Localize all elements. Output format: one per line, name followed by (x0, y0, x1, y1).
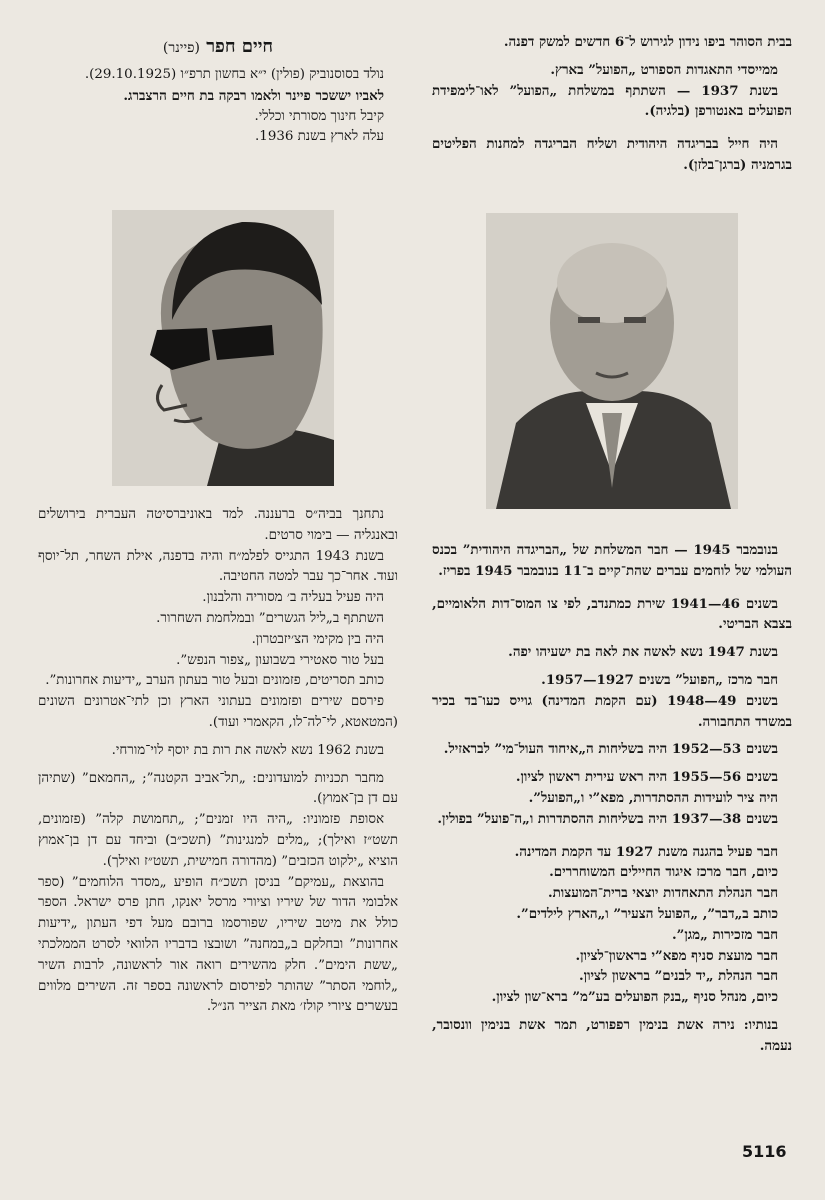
paragraph: היה פעיל בעליה ב׳ מסוריה והלבנון. (202, 590, 384, 606)
paragraph: ממייסדי התאגדות הספורט „הפועל” בארץ. (550, 61, 778, 78)
paragraph: אסופת פזמוניו: „היה היו זמנים”; „תחמושת קלה” (פזמונים, תשט״ז ואילך); „מלים למנגינות” (תשכ״ב) וביחד עם דן בן־אמוץ הוציא „ילקוט הכזבים” (מהדורה חמישית, תשט״ז ואילך). (38, 812, 398, 869)
person-name: חיים חפר (206, 36, 274, 57)
paragraph: בשנים 49—1948 (עם הקמת המדינה) גוייס כעו־בד בכיר במשרד התחבורה. (432, 692, 792, 730)
paragraph: בשנים 53—1952 היה בשליחות ה„איחוד העול־מי” לבראזיל. (443, 741, 778, 758)
right-column-bio (432, 540, 792, 1057)
former-name: (פיינר) (162, 40, 200, 56)
paragraph: חבר מועצת סניף מפא”י בראשון־לציון. (575, 947, 778, 964)
portrait-photo-right (486, 213, 738, 509)
paragraph: קיבל חינוך מסורתי וכללי. (254, 108, 384, 124)
paragraph: כותב ב„דבר”, „הפועל הצעיר” ו„הארץ לילדים”. (516, 905, 778, 922)
paragraph: חבר מרכז „הפועל” בשנים 1927—1957. (541, 671, 778, 688)
paragraph: היה בין מקימי הצ׳יזבטרון. (251, 631, 384, 647)
paragraph: בשנים 56—1955 היה ראש עירית ראשון לציון. (515, 769, 778, 786)
paragraph: כיום, מנהל סניף „בנק הפועלים בע”מ” ברא־שון לציון. (491, 989, 778, 1006)
paragraph: בשנים 46—1941 שירת כמתנדב, לפי צו המוס־דות הלאומיים, בצבא הבריטי. (432, 595, 792, 633)
left-column-bio (38, 505, 398, 1018)
portrait-photo-left (112, 210, 334, 486)
paragraph: היה ציר לועידות ההסתדרות, מפא”י ו„הפועל”. (528, 789, 778, 806)
paragraph: פירסם שירים ופזמונים בעתוני הארץ וכן לתי־אטרונים השונים (המטאטא, לי־לה־לו, הקאמרי ועוד). (38, 694, 398, 730)
paragraph: חבר הנהלת התאחדות יוצאי ברית־המועצות. (547, 885, 778, 902)
man-in-sunglasses-portrait-icon (112, 210, 334, 486)
paragraph: בבית הסוהר ביפו נידון לגירוש ל־6 חדשים למשק דפנה. (503, 34, 792, 50)
paragraph: כיום, חבר מרכז איגוד החיילים המשוחררים. (549, 864, 778, 881)
paragraph: חבר מזכירות „מגן”. (671, 926, 778, 943)
paragraph: בשנת 1943 התגייס לפלמ״ח והיה בדפנה, אילת השחר, תל־יוסף ועוד. אחר־כך עבר למטה החטיבה. (38, 548, 398, 585)
right-column (432, 32, 792, 176)
paragraph: בשנת 1947 נשא לאשה את לאה בת ישעיהו יפה. (508, 644, 778, 661)
left-column (38, 34, 398, 148)
paragraph: בנובמבר 1945 — חבר המשלחת של „הבריגדה היהודית” בכנס העולמי של לוחמים עברים שהת־קיים ב־11 בנובמבר 1945 בפריז. (432, 542, 792, 579)
paragraph: נולד בסוסנוביק (פולין) י״א בחשון תרפ״ו (29.10.1925). (84, 67, 384, 82)
entry-title (38, 34, 398, 61)
paragraph: חבר הנהלת „יד לבנים” בראשון לציון. (579, 968, 778, 985)
paragraph: בשנת 1937 — השתתף במשלחת „הפועל” לאו־לימפידת הפועלים באנטורפן (בלגיה). (432, 82, 792, 120)
paragraph: חבר פעיל בהגנה משנת 1927 עד הקמת המדינה. (514, 843, 778, 860)
paragraph: בעל טור סאטירי בשבועון „צפור הנפש”. (176, 652, 384, 668)
paragraph: בשנים 38—1937 היה בשליחות ההסתדרות ו„ה־פועל” בפולין. (437, 810, 778, 827)
paragraph: לאביו יששכר פיינר ולאמו רבקה בת חיים הרצברג. (123, 87, 384, 104)
man-in-suit-portrait-icon (486, 213, 738, 509)
paragraph: נתחנך בביה״ס ברעננה. למד באוניברסיטה העברית בירושלים ובאנגליה — בימוי סרטים. (38, 507, 398, 543)
paragraph: היה חייל בבריגדה היהודית ושליח הבריגדה למחנות הפליטים בגרמניה (ברגן־בלזן). (432, 136, 792, 173)
page-number: 5116 (742, 1142, 787, 1161)
paragraph: כותב תסריטים, פזמונים ובעל טור בעתון הערב „ידיעות אחרונות”. (45, 673, 384, 689)
paragraph: השתתף ב„ליל הגשרים” ובמלחמת השחרור. (156, 610, 384, 626)
paragraph: עלה לארץ בשנת 1936. (255, 129, 384, 145)
paragraph: בשנת 1962 נשא לאשה את רות בת יוסף לוי־מורחי. (111, 742, 384, 758)
paragraph: בהוצאת „עמיקם” בניסן תשכ״ח הופיע „מסדר הלוחמים” (ספר אלבומי הדור של שיריו וציורי מרסל יאנקו, חתן פרס ישראל. הספר כולל את מיטב שיריו, שפורסמו ברובם מעל דפי העתון „ידיעות אחרונות” ובחלקם ב„במחנה” ושובצו בדבריו הלוואי לסרט הממלכתי „ששת הימים”. חלק מהשירים רואה אור לראשונה, לרבות השיר „לוחמי הסתר” שהותר לפירסום לראשונה בספר זה. השירים מלווים בעשרים ציורי קולז׳ מאת הצייר הנ״ל. (38, 874, 398, 1015)
paragraph: מחבר תכניות למועדונים: „תל־אביב הקטנה”; „החמאם” (שתיהן עם דן בן־אמוץ). (38, 770, 398, 807)
paragraph: בנותיו: נירה אשת בנימין רפפורט, תמר אשת בנימין וונסובר, נעמה. (432, 1016, 792, 1054)
